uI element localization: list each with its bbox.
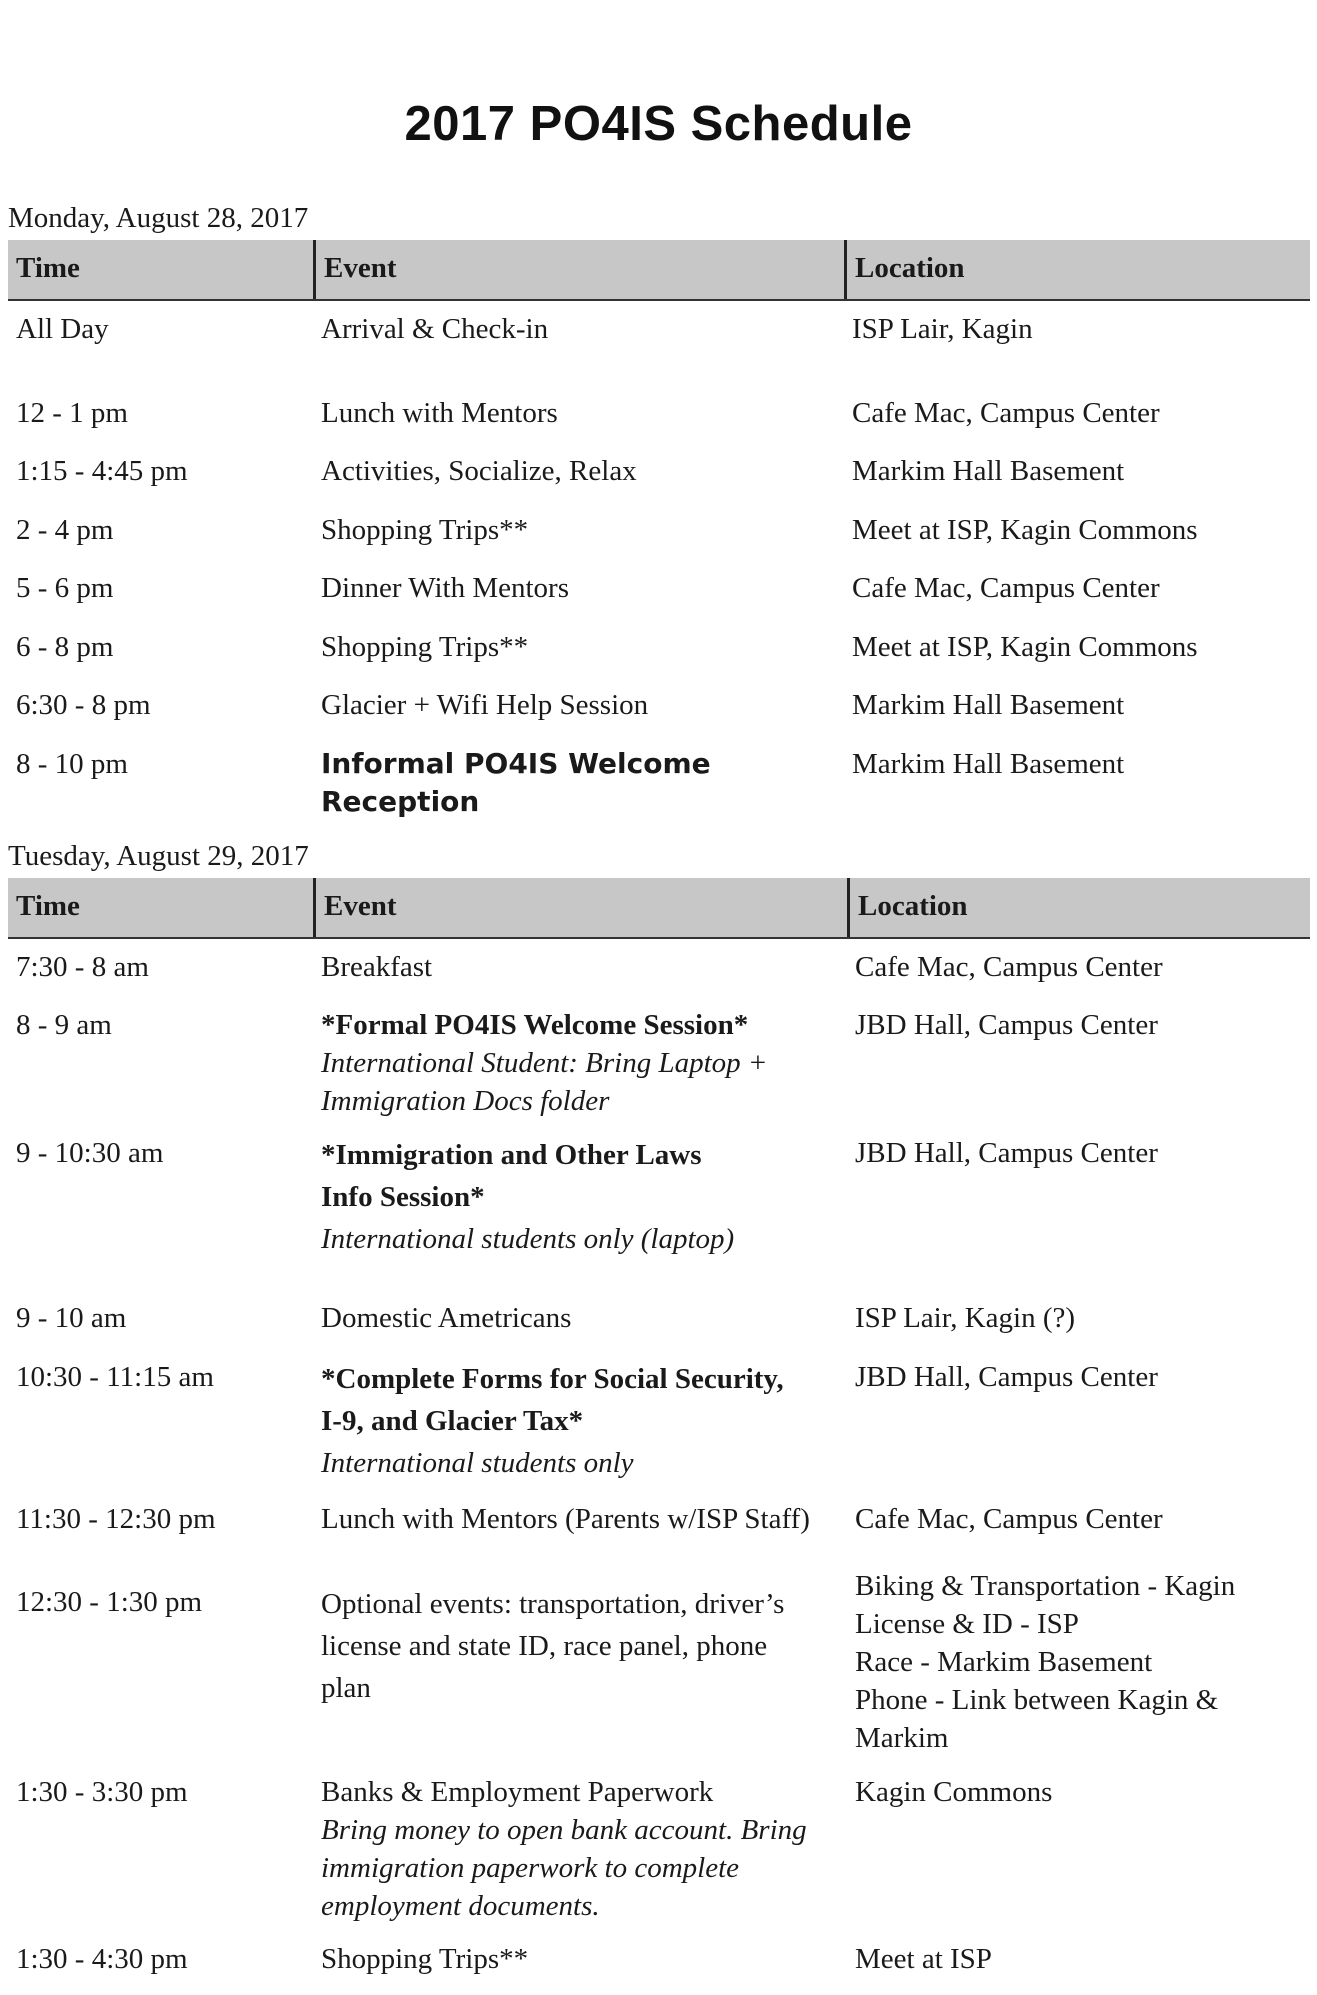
time-cell: 1:30 - 3:30 pm (16, 1776, 188, 1808)
event-cell: Shopping Trips** (321, 514, 529, 546)
column-header-event: Event (313, 878, 847, 937)
event-cell (321, 1773, 856, 1925)
time-cell: 9 - 10:30 am (16, 1137, 164, 1169)
location-cell: JBD Hall, Campus Center (855, 1009, 1158, 1041)
event-title: *Complete Forms for Social Security, (321, 1363, 784, 1395)
time-cell: 5 - 6 pm (16, 572, 114, 604)
location-cell: Markim Hall Basement (852, 689, 1125, 721)
event-cell: Dinner With Mentors (321, 572, 569, 604)
location-cell: ISP Lair, Kagin (?) (855, 1302, 1076, 1334)
time-cell: 6 - 8 pm (16, 631, 114, 663)
event-cell: Breakfast (321, 951, 433, 983)
location-cell: Markim Hall Basement (852, 748, 1125, 780)
schedule-table-tuesday (8, 878, 1310, 1988)
time-cell: 12:30 - 1:30 pm (16, 1586, 203, 1618)
location-line: License & ID - ISP (855, 1608, 1079, 1640)
event-cell: Informal PO4IS Welcome Reception (321, 747, 711, 818)
schedule-table-monday (8, 240, 1310, 818)
location-cell: Cafe Mac, Campus Center (855, 951, 1163, 983)
location-line: Phone - Link between Kagin & (855, 1684, 1219, 1716)
day-heading-tuesday: Tuesday, August 29, 2017 (8, 840, 309, 872)
event-cell: Activities, Socialize, Relax (321, 455, 637, 487)
time-cell: 1:30 - 4:30 pm (16, 1943, 188, 1975)
time-cell: 7:30 - 8 am (16, 951, 149, 983)
time-cell: 9 - 10 am (16, 1302, 127, 1334)
event-cell: Arrival & Check-in (321, 313, 549, 345)
event-note: Bring money to open bank account. Bring (321, 1814, 807, 1846)
event-note: immigration paperwork to complete (321, 1852, 740, 1884)
event-cell: Domestic Ametricans (321, 1302, 572, 1334)
event-cell (321, 1583, 856, 1709)
time-cell: 12 - 1 pm (16, 397, 128, 429)
event-note: employment documents. (321, 1890, 600, 1922)
event-note: International Student: Bring Laptop + (321, 1047, 768, 1079)
location-cell: Markim Hall Basement (852, 455, 1125, 487)
event-cell: Lunch with Mentors (Parents w/ISP Staff) (321, 1503, 810, 1535)
event-note: International students only (laptop) (321, 1223, 735, 1255)
event-cell (321, 1358, 856, 1484)
event-cell (321, 1006, 856, 1120)
column-header-event: Event (313, 240, 844, 299)
time-cell: All Day (16, 313, 109, 345)
day-heading-monday: Monday, August 28, 2017 (8, 202, 309, 234)
event-title: Info Session* (321, 1181, 485, 1213)
event-cell (321, 1134, 856, 1260)
time-cell: 8 - 9 am (16, 1009, 112, 1041)
column-header-location: Location (844, 240, 1310, 299)
location-cell: Meet at ISP, Kagin Commons (852, 631, 1198, 663)
location-cell: Cafe Mac, Campus Center (852, 572, 1160, 604)
column-header-time: Time (16, 890, 80, 922)
location-cell (855, 1567, 1305, 1757)
location-line: Race - Markim Basement (855, 1646, 1153, 1678)
location-cell: Meet at ISP, Kagin Commons (852, 514, 1198, 546)
event-title: Banks & Employment Paperwork (321, 1776, 714, 1808)
time-cell: 1:15 - 4:45 pm (16, 455, 188, 487)
time-cell: 8 - 10 pm (16, 748, 128, 780)
event-cell: Shopping Trips** (321, 1943, 529, 1975)
location-cell: JBD Hall, Campus Center (855, 1137, 1158, 1169)
event-text: Optional events: transportation, driver’s (321, 1588, 785, 1620)
event-cell: Shopping Trips** (321, 631, 529, 663)
time-cell: 6:30 - 8 pm (16, 689, 151, 721)
time-cell: 11:30 - 12:30 pm (16, 1503, 216, 1535)
column-header-location: Location (847, 878, 1310, 937)
page-title: 2017 PO4IS Schedule (404, 97, 913, 151)
event-title: *Immigration and Other Laws (321, 1139, 702, 1171)
time-cell: 10:30 - 11:15 am (16, 1361, 214, 1393)
location-cell: Cafe Mac, Campus Center (855, 1503, 1163, 1535)
location-cell: Meet at ISP (855, 1943, 992, 1975)
event-text: license and state ID, race panel, phone (321, 1630, 768, 1662)
location-cell: ISP Lair, Kagin (852, 313, 1033, 345)
location-cell: Kagin Commons (855, 1776, 1053, 1808)
location-line: Biking & Transportation - Kagin (855, 1570, 1236, 1602)
event-text: plan (321, 1672, 371, 1704)
location-line: Markim (855, 1722, 949, 1754)
event-cell: Glacier + Wifi Help Session (321, 689, 649, 721)
event-cell: Lunch with Mentors (321, 397, 558, 429)
time-cell: 2 - 4 pm (16, 514, 114, 546)
location-cell: Cafe Mac, Campus Center (852, 397, 1160, 429)
location-cell: JBD Hall, Campus Center (855, 1361, 1158, 1393)
table-header (8, 240, 1310, 301)
event-note: International students only (321, 1447, 634, 1479)
table-header (8, 878, 1310, 939)
event-note: Immigration Docs folder (321, 1085, 610, 1117)
event-title: I-9, and Glacier Tax* (321, 1405, 584, 1437)
column-header-time: Time (16, 252, 80, 284)
event-title: *Formal PO4IS Welcome Session* (321, 1009, 749, 1041)
